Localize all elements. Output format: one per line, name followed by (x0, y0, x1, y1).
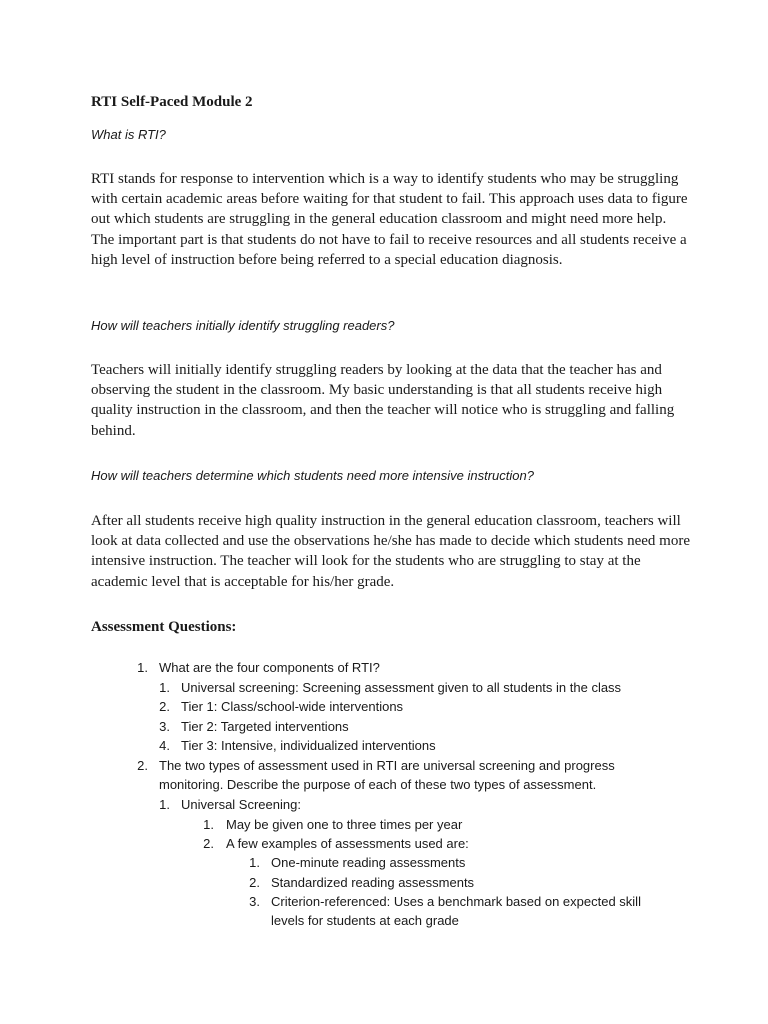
list-number: 1. (159, 680, 170, 695)
list-text: Universal screening: Screening assessment given to all students in the class (181, 680, 622, 695)
answer-identify-struggling-readers: Teachers will initially identify struggling readers by looking at the data that the teacher has and observing the student in the classroom. My basic understanding is that all students receive high quality instruction in the classroom, and then the teacher will notice who is struggling and falling behind. (91, 362, 675, 439)
list-number: 2. (159, 699, 170, 714)
list-text: One-minute reading assessments (271, 855, 466, 870)
list-number: 1. (249, 855, 260, 870)
list-number: 1. (203, 817, 214, 832)
list-number: 4. (159, 738, 170, 753)
list-number: 1. (159, 797, 170, 812)
list-number: 1. (137, 660, 148, 675)
list-text: Tier 2: Targeted interventions (181, 719, 349, 734)
list-text: A few examples of assessments used are: (226, 836, 469, 851)
answer-what-is-rti: RTI stands for response to intervention which is a way to identify students who may be struggling with certain academic areas before waiting for that student to fail. This approach uses data to figure out which students are struggling in the general education classroom and might need more help. The important part is that students do not have to fail to receive resources and all students receive a high level of instruction before being referred to a special education diagnosis. (91, 171, 688, 268)
question-what-is-rti: What is RTI? (91, 127, 166, 142)
list-text: Tier 1: Class/school-wide interventions (181, 699, 404, 714)
question-intensive-instruction: How will teachers determine which students need more intensive instruction? (91, 468, 534, 483)
list-number: 2. (249, 875, 260, 890)
list-number: 3. (249, 894, 260, 909)
document-title: RTI Self-Paced Module 2 (91, 94, 253, 110)
list-text: Standardized reading assessments (271, 875, 475, 890)
assessment-heading: Assessment Questions: (91, 619, 237, 635)
list-number: 3. (159, 719, 170, 734)
list-text: Criterion-referenced: Uses a benchmark based on expected skill levels for students at each grade (271, 894, 641, 929)
list-text: What are the four components of RTI? (159, 660, 380, 675)
answer-intensive-instruction: After all students receive high quality instruction in the general education classroom, teachers will look at data collected and use the observations he/she has made to decide which students need more intensive instruction. The teacher will look for the students who are struggling to stay at the academic level that is acceptable for his/her grade. (91, 513, 690, 590)
list-number: 2. (203, 836, 214, 851)
list-text: Tier 3: Intensive, individualized interventions (181, 738, 436, 753)
list-number: 2. (137, 758, 148, 773)
list-text: Universal Screening: (181, 797, 301, 812)
list-text: May be given one to three times per year (226, 817, 463, 832)
list-text: The two types of assessment used in RTI are universal screening and progress monitoring. Describe the purpose of each of these two types of assessment. (159, 758, 615, 793)
question-identify-struggling-readers: How will teachers initially identify struggling readers? (91, 318, 395, 333)
